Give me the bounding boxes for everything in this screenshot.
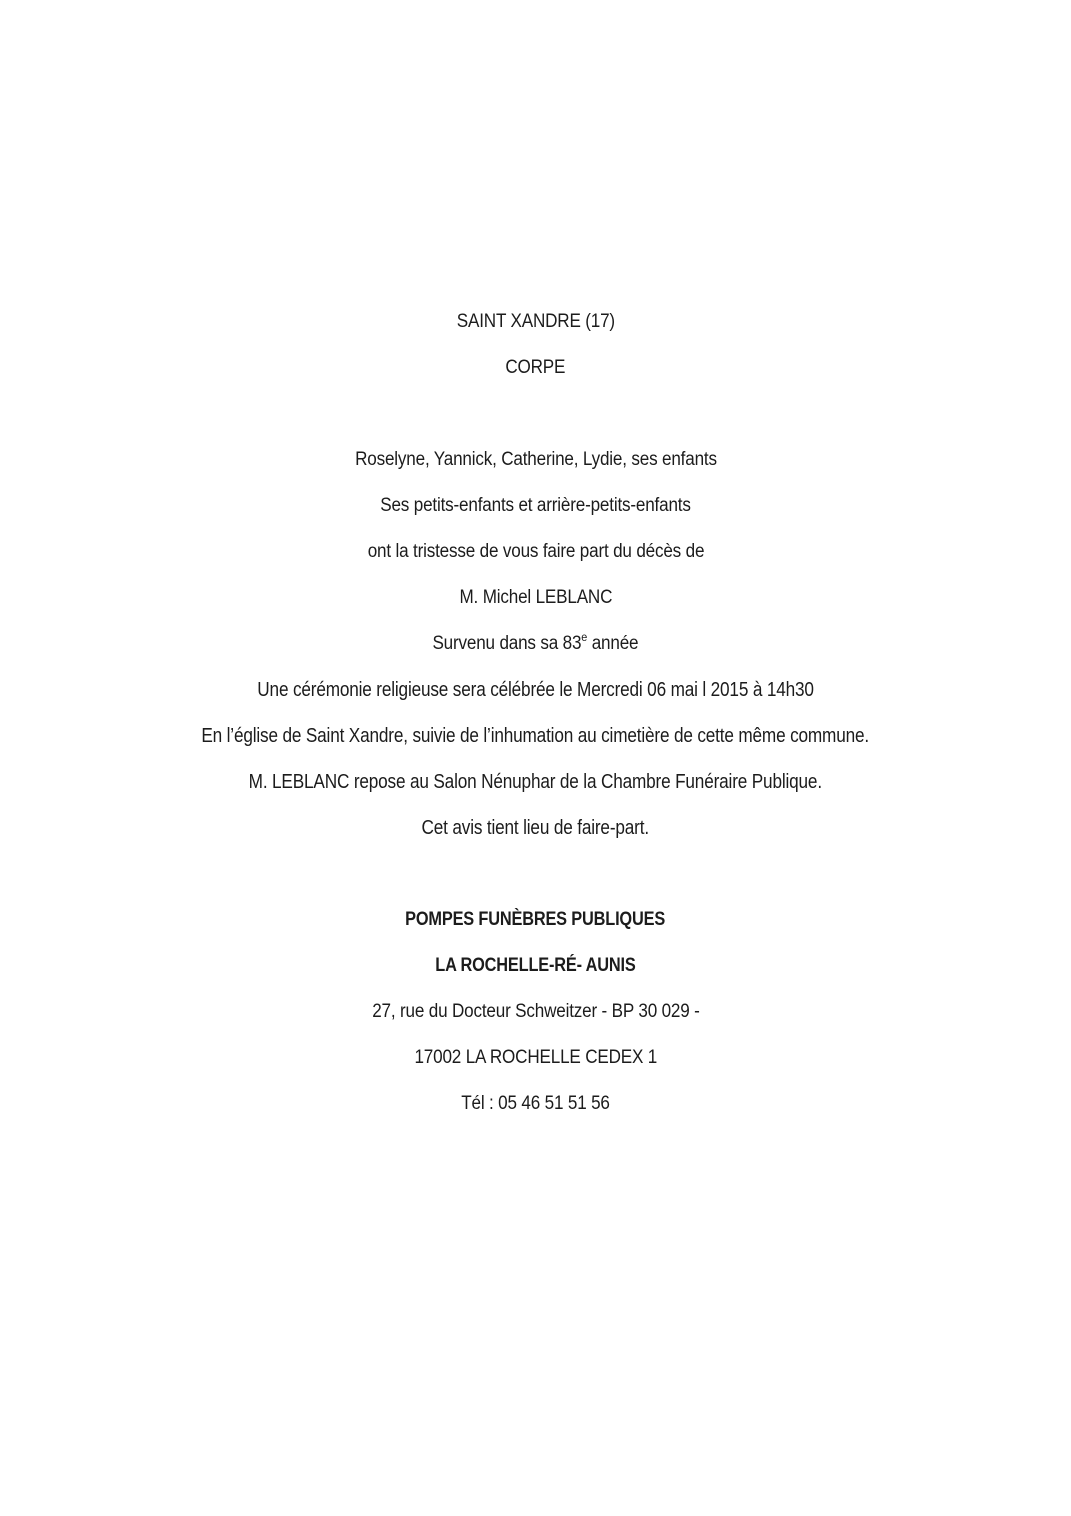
origin-line [0, 345, 1071, 391]
ceremony-date-text: Une cérémonie religieuse sera célébrée le Mercredi 06 mai l 2015 à 14h30 [257, 679, 814, 701]
location-text: SAINT XANDRE (17) [456, 311, 615, 332]
funeral-home-brand-line [0, 943, 1071, 989]
family-grandchildren-text: Ses petits-enfants et arrière-petits-enfants [380, 495, 691, 516]
blank-line [0, 391, 1071, 437]
announcement-line [0, 529, 1071, 575]
age-suffix: année [587, 633, 639, 654]
deceased-name-text: M. Michel LEBLANC [459, 587, 612, 608]
origin-text: CORPE [505, 357, 566, 378]
ceremony-church-text: En l’église de Saint Xandre, suivie de l’inhumation au cimetière de cette même commune. [201, 725, 870, 747]
family-children-text: Roselyne, Yannick, Catherine, Lydie, ses enfants [354, 449, 717, 470]
faire-part-line [0, 805, 1071, 851]
deceased-name-line [0, 575, 1071, 621]
family-grandchildren-line [0, 483, 1071, 529]
age-superscript: e [581, 630, 588, 644]
announcement-text: ont la tristesse de vous faire part du décès de [367, 541, 704, 562]
phone-text: Tél : 05 46 51 51 56 [461, 1093, 610, 1114]
address-city-line [0, 1035, 1071, 1081]
phone-line [0, 1081, 1071, 1127]
address-street-line [0, 989, 1071, 1035]
funeral-home-name-line [0, 897, 1071, 943]
repose-text: M. LEBLANC repose au Salon Nénuphar de la Chambre Funéraire Publique. [248, 771, 823, 793]
location-line [0, 299, 1071, 345]
age-text [433, 621, 639, 667]
address-street-text: 27, rue du Docteur Schweitzer - BP 30 029 - [371, 1001, 700, 1022]
faire-part-text: Cet avis tient lieu de faire-part. [421, 817, 650, 839]
ceremony-date-line [0, 667, 1071, 713]
blank-line [0, 851, 1071, 897]
funeral-home-name-text: POMPES FUNÈBRES PUBLIQUES [405, 909, 666, 930]
repose-line [0, 759, 1071, 805]
funeral-home-brand-text: LA ROCHELLE-RÉ- AUNIS [435, 955, 636, 976]
age-prefix: Survenu dans sa 83 [432, 633, 582, 654]
ceremony-church-line [0, 713, 1071, 759]
family-children-line [0, 437, 1071, 483]
address-city-text: 17002 LA ROCHELLE CEDEX 1 [414, 1047, 657, 1068]
age-line [0, 621, 1071, 667]
